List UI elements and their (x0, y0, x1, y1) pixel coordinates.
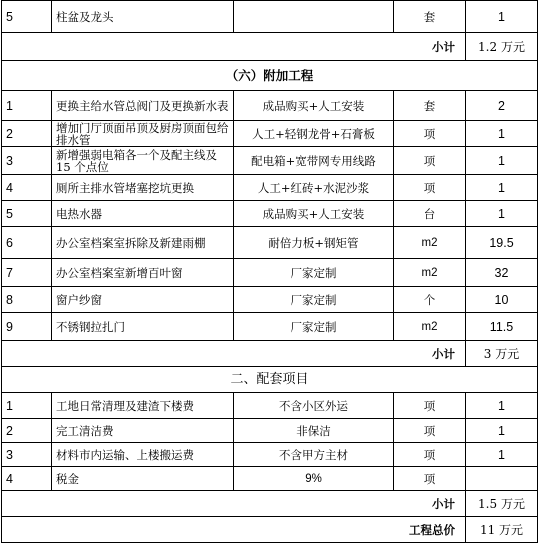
item-name: 完工清洁费 (52, 419, 234, 443)
item-unit: 套 (394, 91, 466, 121)
item-unit: 项 (394, 175, 466, 201)
item-name: 新增强弱电箱各一个及配主线及 15 个点位 (52, 147, 234, 175)
item-unit: 套 (394, 1, 466, 33)
subtotal-row (2, 341, 538, 367)
item-name: 办公室档案室拆除及新建雨棚 (52, 227, 234, 259)
table-row (2, 1, 538, 33)
table-row (2, 467, 538, 491)
item-name: 税金 (52, 467, 234, 491)
item-name: 厕所主排水管堵塞挖坑更换 (52, 175, 234, 201)
item-note: 成品购买+人工安装 (234, 91, 394, 121)
item-name: 材料市内运输、上楼搬运费 (52, 443, 234, 467)
item-note: 不含甲方主材 (234, 443, 394, 467)
item-note: 不含小区外运 (234, 393, 394, 419)
item-qty: 1 (466, 419, 538, 443)
item-unit: m2 (394, 313, 466, 341)
table-row (2, 259, 538, 287)
item-unit: 台 (394, 201, 466, 227)
section-header (2, 367, 538, 393)
table-row (2, 201, 538, 227)
total-row (2, 517, 538, 543)
item-name: 不锈钢拉扎门 (52, 313, 234, 341)
table-row (2, 443, 538, 467)
subtotal-row (2, 491, 538, 517)
item-note: 耐倍力板+钢矩管 (234, 227, 394, 259)
item-unit: m2 (394, 227, 466, 259)
item-unit: 项 (394, 467, 466, 491)
item-note: 厂家定制 (234, 313, 394, 341)
item-number: 1 (2, 393, 52, 419)
item-qty: 1 (466, 121, 538, 147)
item-name: 更换主给水管总阀门及更换新水表 (52, 91, 234, 121)
item-note: 人工+轻钢龙骨+石膏板 (234, 121, 394, 147)
subtotal-value: 3 万元 (466, 341, 538, 367)
section-title: 二、配套项目 (2, 367, 538, 393)
total-value: 11 万元 (466, 517, 538, 543)
item-number: 8 (2, 287, 52, 313)
item-qty: 10 (466, 287, 538, 313)
item-qty (466, 467, 538, 491)
subtotal-label: 小计 (2, 491, 466, 517)
item-number: 2 (2, 121, 52, 147)
item-unit: 项 (394, 393, 466, 419)
subtotal-label: 小计 (2, 341, 466, 367)
item-note: 非保洁 (234, 419, 394, 443)
section-title: （六）附加工程 (2, 61, 538, 91)
table-row (2, 91, 538, 121)
item-number: 4 (2, 175, 52, 201)
item-name: 办公室档案室新增百叶窗 (52, 259, 234, 287)
item-unit: m2 (394, 259, 466, 287)
item-number: 3 (2, 443, 52, 467)
item-number: 9 (2, 313, 52, 341)
item-qty: 2 (466, 91, 538, 121)
item-number: 5 (2, 201, 52, 227)
item-name: 窗户纱窗 (52, 287, 234, 313)
quote-table (1, 0, 538, 543)
subtotal-value: 1.5 万元 (466, 491, 538, 517)
item-note: 厂家定制 (234, 259, 394, 287)
item-unit: 项 (394, 419, 466, 443)
item-qty: 11.5 (466, 313, 538, 341)
item-name: 电热水器 (52, 201, 234, 227)
table-row (2, 287, 538, 313)
table-row (2, 147, 538, 175)
subtotal-value: 1.2 万元 (466, 33, 538, 61)
item-name: 增加门厅顶面吊顶及厨房顶面包给排水管 (52, 121, 234, 147)
table-row (2, 393, 538, 419)
section-header (2, 61, 538, 91)
item-note: 厂家定制 (234, 287, 394, 313)
item-note: 9% (234, 467, 394, 491)
item-note: 配电箱+宽带网专用线路 (234, 147, 394, 175)
item-qty: 19.5 (466, 227, 538, 259)
item-qty: 1 (466, 147, 538, 175)
item-note (234, 1, 394, 33)
table-row (2, 175, 538, 201)
table-row (2, 227, 538, 259)
subtotal-label: 小计 (2, 33, 466, 61)
item-unit: 项 (394, 121, 466, 147)
item-name: 工地日常清理及建渣下楼费 (52, 393, 234, 419)
item-qty: 1 (466, 393, 538, 419)
item-number: 7 (2, 259, 52, 287)
item-qty: 32 (466, 259, 538, 287)
item-unit: 项 (394, 443, 466, 467)
item-number: 5 (2, 1, 52, 33)
table-row (2, 419, 538, 443)
item-number: 1 (2, 91, 52, 121)
total-label: 工程总价 (2, 517, 466, 543)
item-qty: 1 (466, 1, 538, 33)
item-qty: 1 (466, 443, 538, 467)
item-name: 柱盆及龙头 (52, 1, 234, 33)
item-number: 6 (2, 227, 52, 259)
item-number: 2 (2, 419, 52, 443)
item-unit: 项 (394, 147, 466, 175)
item-qty: 1 (466, 175, 538, 201)
item-number: 4 (2, 467, 52, 491)
table-row (2, 313, 538, 341)
item-note: 人工+红砖+水泥沙浆 (234, 175, 394, 201)
item-note: 成品购买+人工安装 (234, 201, 394, 227)
table-row (2, 121, 538, 147)
item-unit: 个 (394, 287, 466, 313)
subtotal-row (2, 33, 538, 61)
item-qty: 1 (466, 201, 538, 227)
item-number: 3 (2, 147, 52, 175)
